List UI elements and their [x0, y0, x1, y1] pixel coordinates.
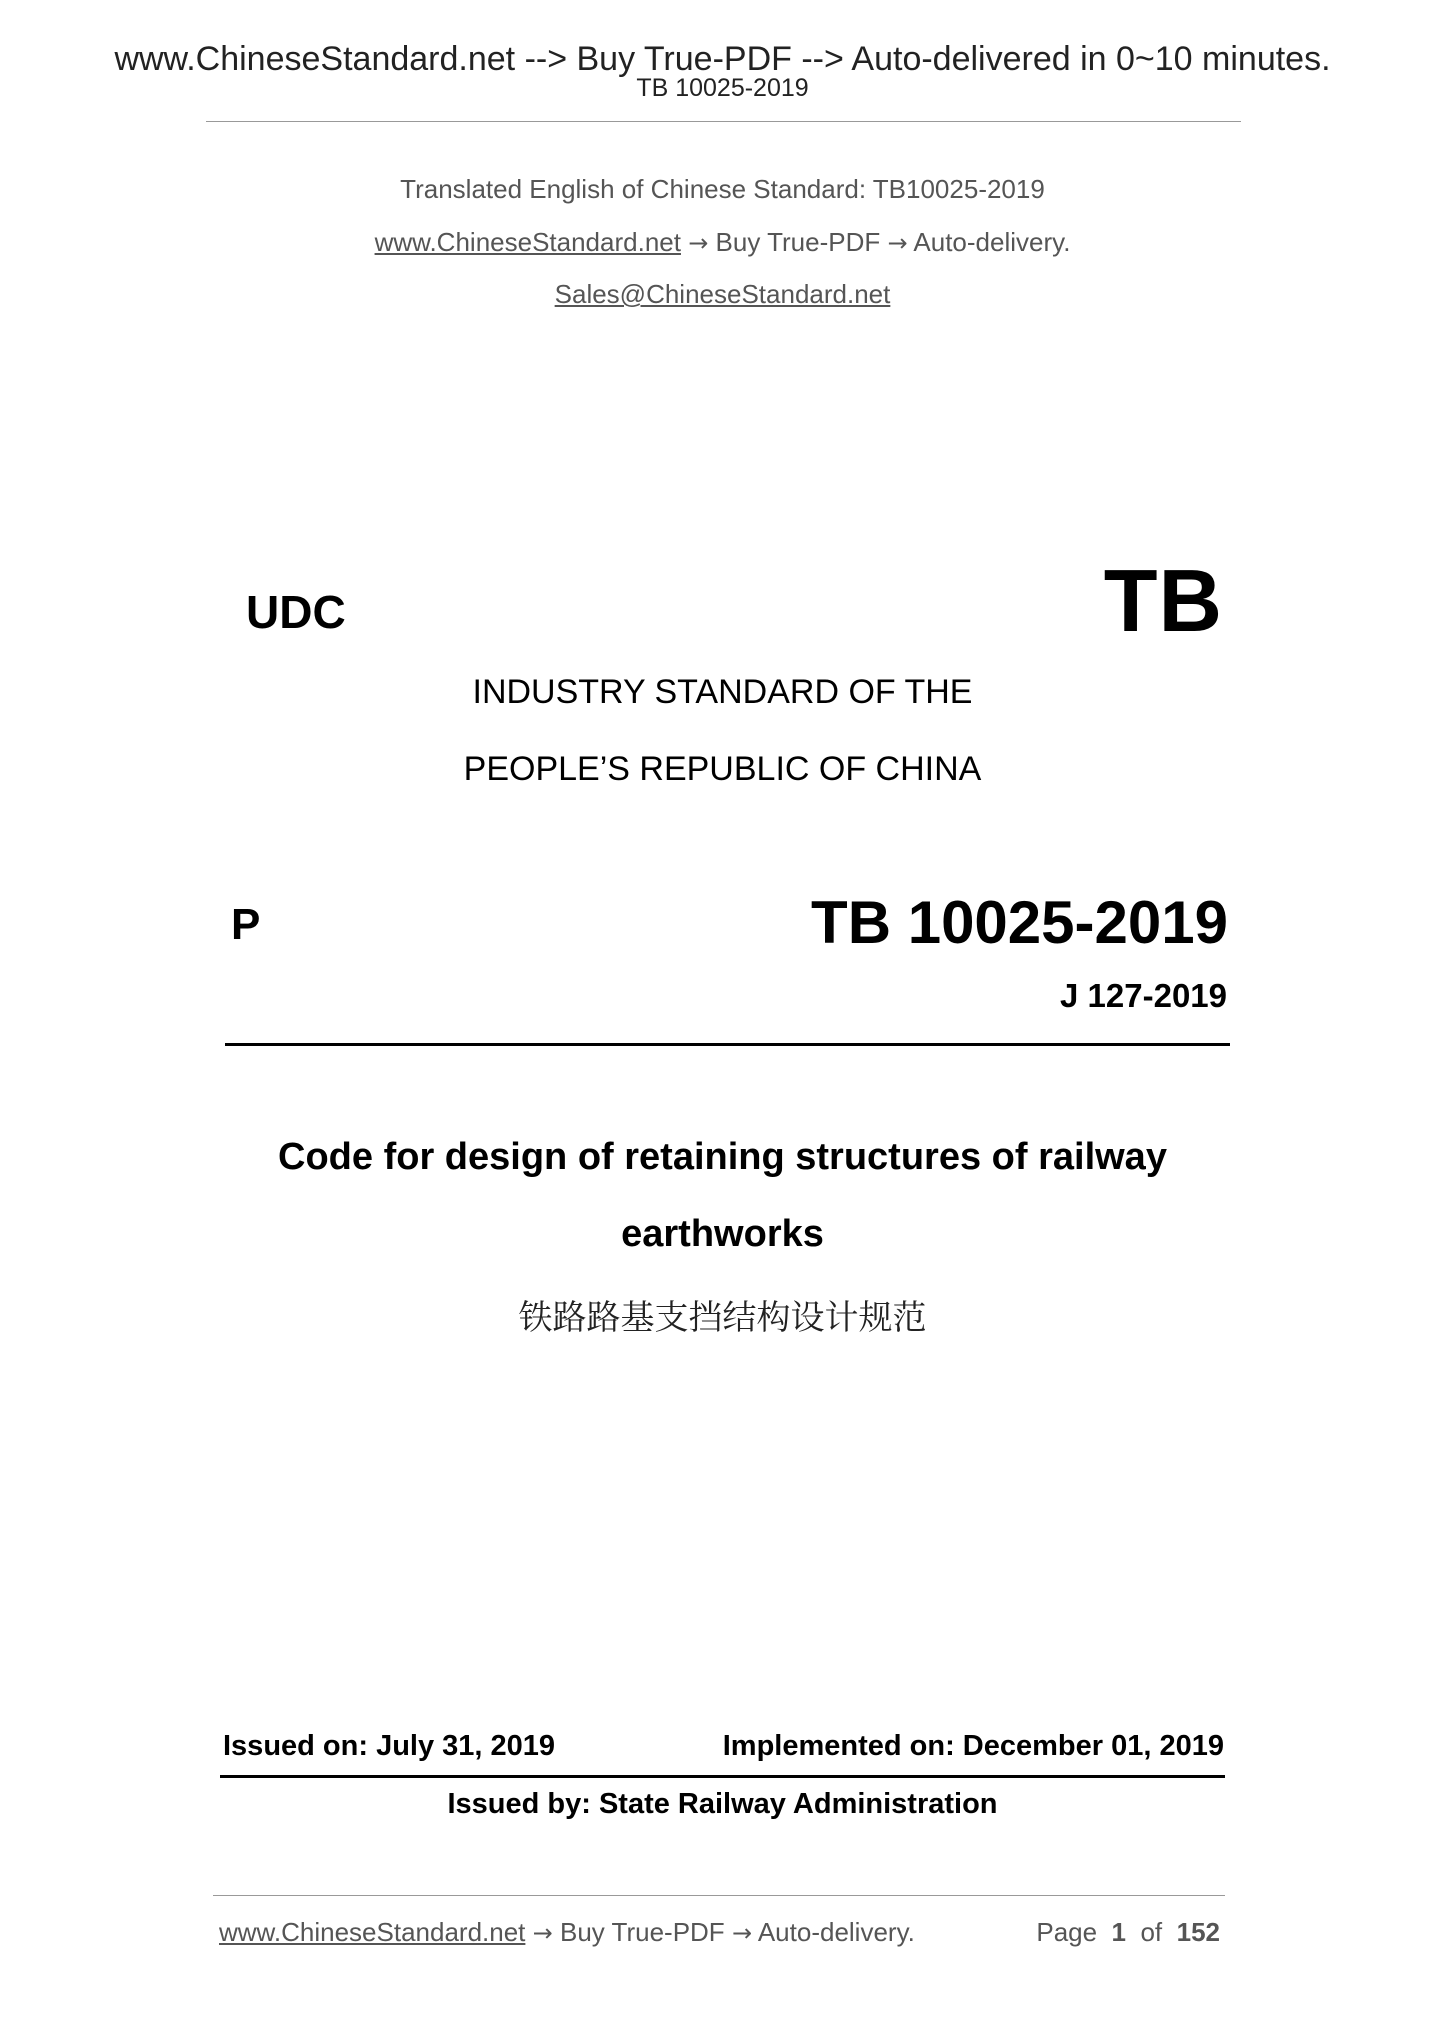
tb-mark: TB	[1103, 551, 1223, 650]
page-current: 1	[1111, 1917, 1127, 1947]
record-number: J 127-2019	[1060, 977, 1227, 1014]
sales-email-row	[0, 279, 1445, 310]
translation-links	[0, 227, 1445, 258]
org-line-1: INDUSTRY STANDARD OF THE	[472, 673, 973, 711]
implemented-on-date: Implemented on: December 01, 2019	[722, 1730, 1224, 1762]
udc-label: UDC	[246, 586, 346, 638]
page-indicator	[1036, 1917, 1220, 1948]
page-label: Page	[1036, 1917, 1098, 1947]
title-en-line-1: Code for design of retaining structures of railway	[278, 1136, 1167, 1178]
arrow-right-icon: →	[887, 229, 908, 257]
issued-by: Issued by: State Railway Administration	[447, 1788, 998, 1820]
standard-number: TB 10025-2019	[811, 889, 1228, 956]
title-cn: 铁路路基支挡结构设计规范	[518, 1298, 927, 1338]
org-line-2: PEOPLE’S REPUBLIC OF CHINA	[463, 750, 982, 788]
footer-buy-text: Buy True-PDF	[559, 1917, 725, 1947]
sales-email-link[interactable]: Sales@ChineseStandard.net	[554, 279, 891, 309]
footer-site-link[interactable]: www.ChineseStandard.net	[219, 1917, 526, 1947]
translation-title: Translated English of Chinese Standard: TB10025-2019	[400, 174, 1045, 204]
top-banner: www.ChineseStandard.net --> Buy True-PDF --> Auto-delivered in 0~10 minutes.	[114, 40, 1331, 78]
site-link[interactable]: www.ChineseStandard.net	[374, 227, 681, 257]
footer-delivery-text: Auto-delivery.	[757, 1917, 915, 1947]
classification-code: P	[231, 900, 261, 949]
title-divider	[225, 1043, 1230, 1046]
page-total: 152	[1176, 1917, 1220, 1947]
page-of: of	[1140, 1917, 1163, 1947]
dates-divider	[220, 1775, 1225, 1778]
buy-true-pdf-text: Buy True-PDF	[715, 227, 881, 257]
arrow-right-icon: →	[688, 229, 709, 257]
title-en-line-2: earthworks	[621, 1213, 824, 1255]
footer-divider	[213, 1895, 1225, 1896]
issued-on-date: Issued on: July 31, 2019	[223, 1730, 556, 1762]
arrow-right-icon: →	[532, 1919, 553, 1947]
arrow-right-icon: →	[731, 1919, 753, 1947]
auto-delivery-text: Auto-delivery.	[913, 227, 1071, 257]
header-divider	[206, 121, 1241, 122]
footer-links	[219, 1917, 915, 1948]
header-standard-code: TB 10025-2019	[636, 74, 809, 102]
